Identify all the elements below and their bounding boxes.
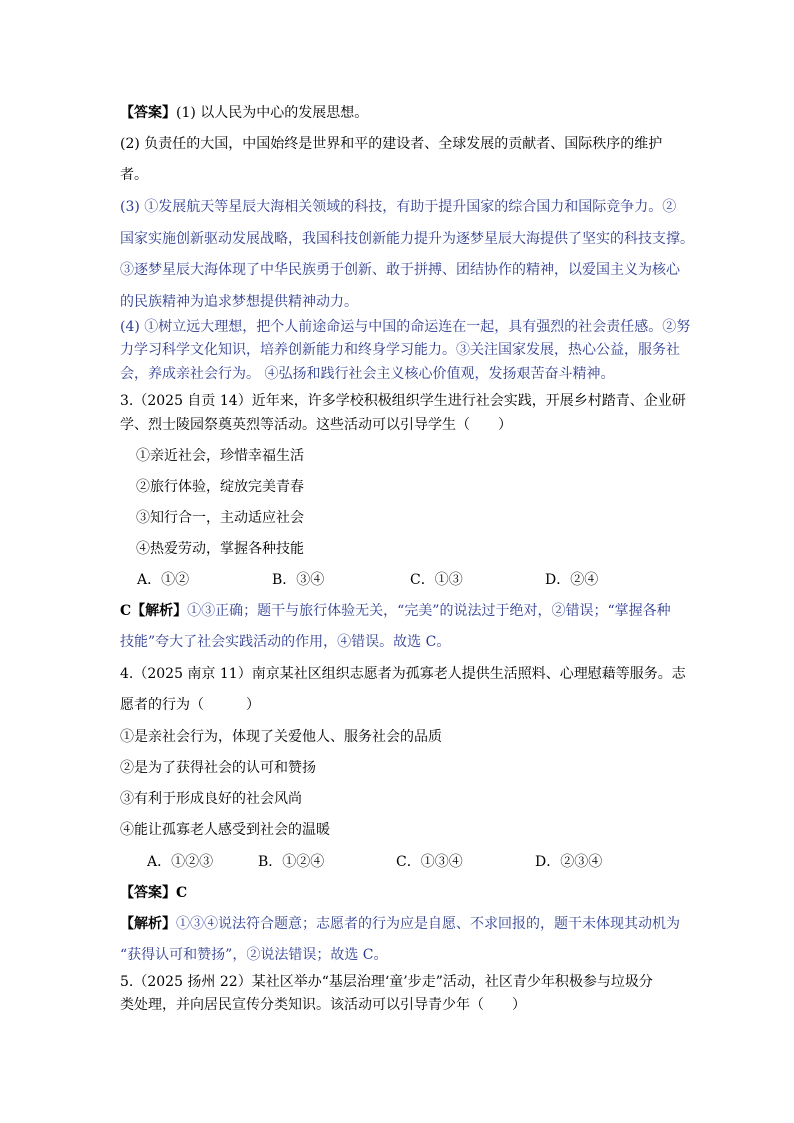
q3-analysis-text-a: ①③正确；题干与旅行体验无关，“完美”的说法过于绝对，②错误；“掌握各种 <box>187 603 671 619</box>
q4-analysis-text-a: ①③④说法符合题意；志愿者的行为应是自愿、不求回报的，题干未体现其动机为 <box>176 916 680 932</box>
answer-part-1: (1) 以人民为中心的发展思想。 <box>176 105 369 121</box>
q4-analysis-a <box>120 915 680 933</box>
q3-stem-a: 3.（2025 自贡 14）近年来，许多学校积极组织学生进行社会实践，开展乡村踏青、企业研 <box>120 393 686 409</box>
q4-option-4: ④能让孤寡老人感受到社会的温暖 <box>120 822 330 838</box>
answer-label: 【答案】 <box>120 105 176 121</box>
q5-stem-b: 类处理，并向居民宣传分类知识。该活动可以引导青少年（ ） <box>120 997 526 1013</box>
q4-choice-d: D．②③④ <box>535 854 603 870</box>
q4-stem-b: 愿者的行为（ ） <box>120 697 260 713</box>
q3-choice-d: D．②④ <box>545 572 599 588</box>
q5-stem-a: 5.（2025 扬州 22）某社区举办“基层治理‘童’步走”活动，社区青少年积极参与垃圾分 <box>120 974 653 990</box>
answer-part-4b: 力学习科学文化知识，培养创新能力和终身学习能力。③关注国家发展，热心公益，服务社 <box>120 342 680 358</box>
q3-stem-b: 学、烈士陵园祭奠英烈等活动。这些活动可以引导学生（ ） <box>120 417 512 433</box>
q3-option-3: ③知行合一，主动适应社会 <box>136 510 304 526</box>
q3-analysis-b: 技能”夸大了社会实践活动的作用，④错误。故选 C。 <box>120 634 451 650</box>
answer-part-3d: 的民族精神为追求梦想提供精神动力。 <box>120 294 358 310</box>
q4-choice-c: C．①③④ <box>396 854 463 870</box>
q4-option-1: ①是亲社会行为，体现了关爱他人、服务社会的品质 <box>120 729 442 745</box>
q3-option-2: ②旅行体验，绽放完美青春 <box>136 479 304 495</box>
answer-line-1 <box>120 104 368 122</box>
q3-analysis-lead: C【解析】 <box>120 603 188 619</box>
answer-part-4a: (4) ①树立远大理想，把个人前途命运与中国的命运连在一起，具有强烈的社会责任感。②努 <box>120 319 691 335</box>
q3-choice-c: C．①③ <box>410 572 463 588</box>
q4-stem-a: 4.（2025 南京 11）南京某社区组织志愿者为孤寡老人提供生活照料、心理慰藉等服务。志 <box>120 666 686 682</box>
answer-part-4c: 会，养成亲社会行为。 ④弘扬和践行社会主义核心价值观，发扬艰苦奋斗精神。 <box>120 366 615 382</box>
answer-part-3c: ③逐梦星辰大海体现了中华民族勇于创新、敢于拼搏、团结协作的精神，以爱国主义为核心 <box>120 262 680 278</box>
answer-part-2b: 者。 <box>120 167 148 183</box>
q3-option-4: ④热爱劳动，掌握各种技能 <box>136 541 304 557</box>
q3-choice-b: B．③④ <box>272 572 325 588</box>
answer-part-3b: 国家实施创新驱动发展战略，我国科技创新能力提升为逐梦星辰大海提供了坚实的科技支撑。 <box>120 231 694 247</box>
answer-part-2a: (2) 负责任的大国，中国始终是世界和平的建设者、全球发展的贡献者、国际秩序的维护 <box>120 136 663 152</box>
q4-option-2: ②是为了获得社会的认可和赞扬 <box>120 760 316 776</box>
q3-choice-a: A．①② <box>137 572 190 588</box>
q4-answer: 【答案】C <box>120 885 188 901</box>
q4-analysis-b: “获得认可和赞扬”，②说法错误；故选 C。 <box>120 947 388 963</box>
q4-option-3: ③有利于形成良好的社会风尚 <box>120 791 302 807</box>
q3-option-1: ①亲近社会，珍惜幸福生活 <box>136 448 304 464</box>
answer-part-3a: (3) ①发展航天等星辰大海相关领域的科技，有助于提升国家的综合国力和国际竞争力。② <box>120 199 677 215</box>
q4-choice-a: A．①②③ <box>147 854 214 870</box>
q3-analysis-a <box>120 602 671 620</box>
q4-choice-b: B．①②④ <box>258 854 325 870</box>
q4-analysis-label: 【解析】 <box>120 916 176 932</box>
